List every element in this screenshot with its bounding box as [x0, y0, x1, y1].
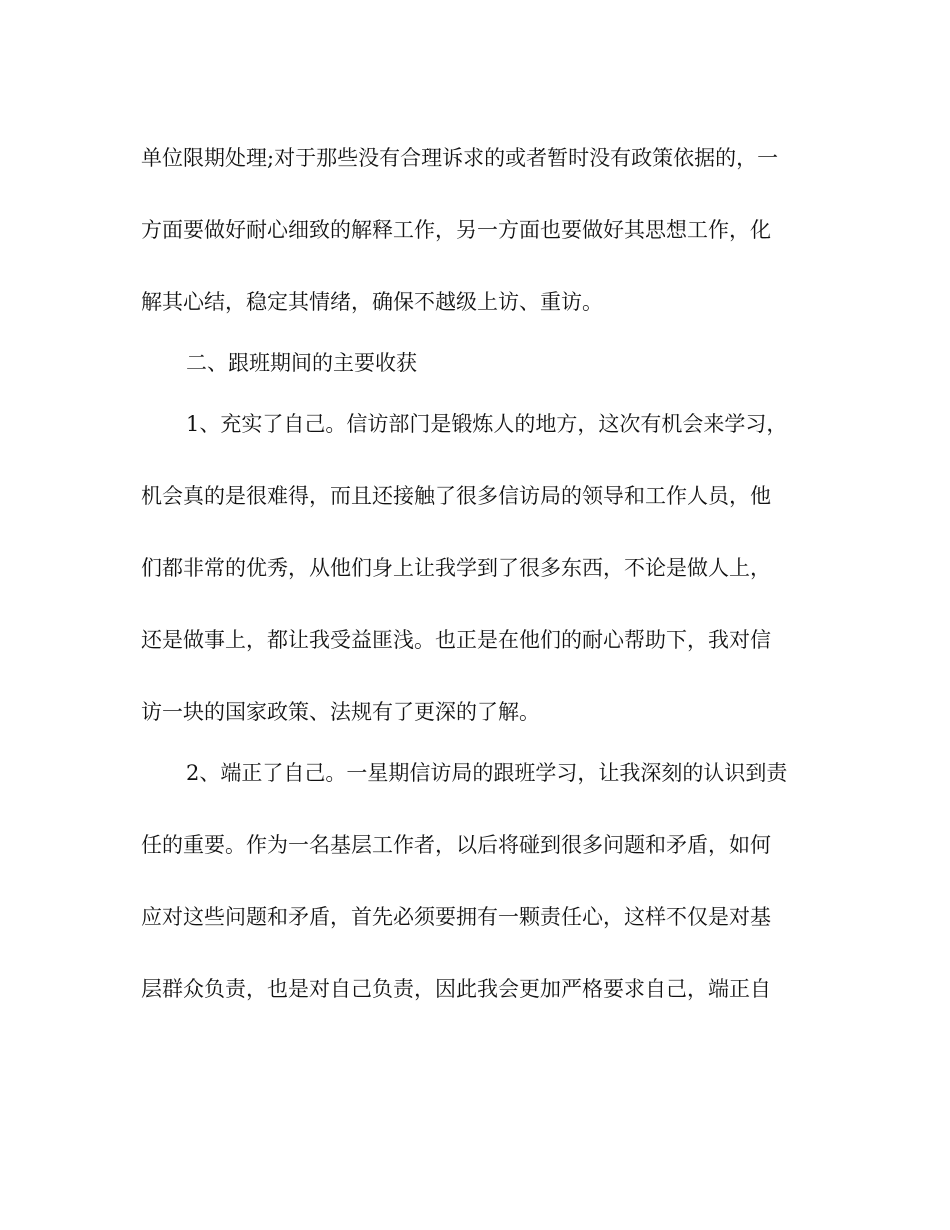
text-line: 方面要做好耐心细致的解释工作，另一方面也要做好其思想工作，化: [141, 218, 771, 242]
text-line: 还是做事上，都让我受益匪浅。也正是在他们的耐心帮助下，我对信: [141, 628, 771, 652]
text-line: 层群众负责，也是对自己负责，因此我会更加严格要求自己，端正自: [141, 977, 771, 1001]
text-line: 机会真的是很难得，而且还接触了很多信访局的领导和工作人员，他: [141, 484, 771, 508]
text-line: 们都非常的优秀，从他们身上让我学到了很多东西，不论是做人上，: [141, 556, 771, 580]
text-line: 单位限期处理;对于那些没有合理诉求的或者暂时没有政策依据的，一: [141, 146, 779, 170]
text-line: 访一块的国家政策、法规有了更深的了解。: [141, 700, 540, 724]
text-line: 解其心结，稳定其情绪，确保不越级上访、重访。: [141, 290, 603, 314]
text-line: 任的重要。作为一名基层工作者，以后将碰到很多问题和矛盾，如何: [141, 833, 771, 857]
paragraph-start: 1、充实了自己。信访部门是锻炼人的地方，这次有机会来学习，: [186, 412, 788, 436]
text-line: 应对这些问题和矛盾，首先必须要拥有一颗责任心，这样不仅是对基: [141, 905, 771, 929]
paragraph-start: 2、端正了自己。一星期信访局的跟班学习，让我深刻的认识到责: [186, 761, 788, 785]
section-heading: 二、跟班期间的主要收获: [186, 351, 417, 375]
